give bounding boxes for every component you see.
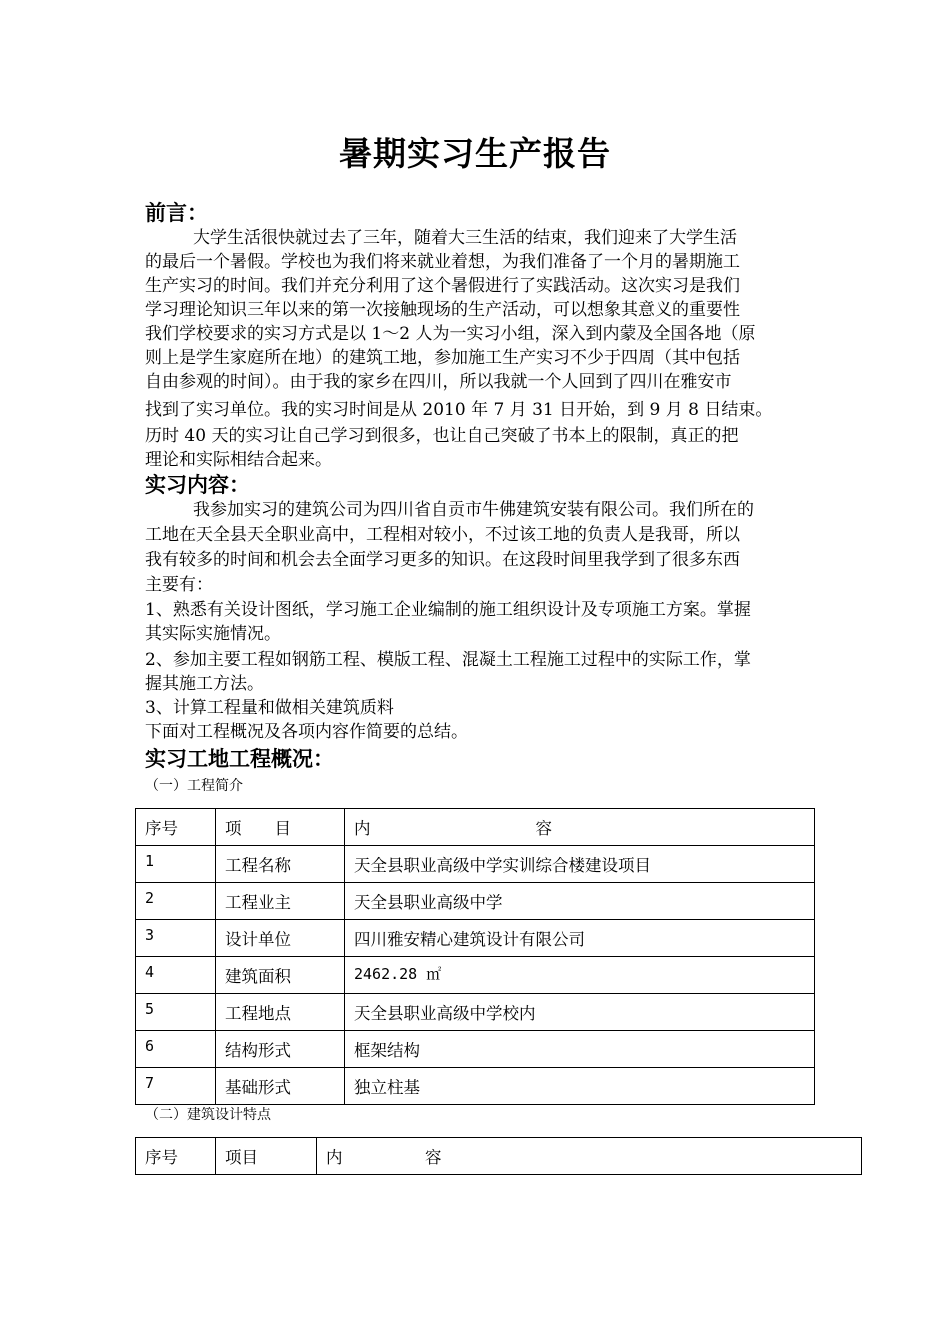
preface-line: 则上是学生家庭所在地）的建筑工地，参加施工生产实习不少于四周（其中包括 bbox=[145, 348, 740, 368]
content-line: 握其施工方法。 bbox=[145, 674, 264, 694]
header-cell: 项 目 bbox=[216, 809, 345, 846]
content-line: 下面对工程概况及各项内容作简要的总结。 bbox=[145, 722, 468, 742]
row-number-cell: 2 bbox=[136, 883, 216, 920]
overview-heading: 实习工地工程概况： bbox=[145, 746, 334, 771]
content-line: 1、熟悉有关设计图纸，学习施工企业编制的施工组织设计及专项施工方案。掌握 bbox=[145, 600, 751, 620]
header-cell: 内 容 bbox=[345, 809, 815, 846]
content-cell: 天全县职业高级中学校内 bbox=[345, 994, 815, 1031]
table-header-row bbox=[136, 1138, 862, 1175]
item-cell: 基础形式 bbox=[216, 1068, 345, 1105]
content-heading: 实习内容： bbox=[145, 472, 250, 497]
header-cell: 内 容 bbox=[317, 1138, 862, 1175]
item-cell: 结构形式 bbox=[216, 1031, 345, 1068]
item-cell: 工程名称 bbox=[216, 846, 345, 883]
row-number-cell: 4 bbox=[136, 957, 216, 994]
item-cell: 建筑面积 bbox=[216, 957, 345, 994]
project-info-table bbox=[135, 808, 815, 1105]
item-cell: 工程业主 bbox=[216, 883, 345, 920]
content-line: 2、参加主要工程如钢筋工程、模版工程、混凝土工程施工过程中的实际工作，掌 bbox=[145, 650, 751, 670]
content-line: 3、计算工程量和做相关建筑质料 bbox=[145, 698, 394, 718]
content-cell: 2462.28 ㎡ bbox=[345, 957, 815, 994]
content-cell: 框架结构 bbox=[345, 1031, 815, 1068]
table1-caption: （一）工程简介 bbox=[145, 778, 243, 794]
table-row bbox=[136, 1068, 815, 1105]
header-cell: 项目 bbox=[216, 1138, 317, 1175]
preface-line: 自由参观的时间）。由于我的家乡在四川，所以我就一个人回到了四川在雅安市 bbox=[145, 372, 732, 392]
content-line: 我有较多的时间和机会去全面学习更多的知识。在这段时间里我学到了很多东西 bbox=[145, 550, 740, 570]
preface-line: 理论和实际相结合起来。 bbox=[145, 450, 332, 470]
page-title: 暑期实习生产报告 bbox=[339, 134, 611, 173]
content-line: 其实际实施情况。 bbox=[145, 624, 281, 644]
table-row bbox=[136, 920, 815, 957]
preface-line: 的最后一个暑假。学校也为我们将来就业着想，为我们准备了一个月的暑期施工 bbox=[145, 252, 740, 272]
table2-caption: （二）建筑设计特点 bbox=[145, 1107, 271, 1123]
preface-heading: 前言： bbox=[145, 200, 208, 225]
row-number-cell: 3 bbox=[136, 920, 216, 957]
header-cell: 序号 bbox=[136, 1138, 216, 1175]
content-cell: 天全县职业高级中学实训综合楼建设项目 bbox=[345, 846, 815, 883]
preface-line: 找到了实习单位。我的实习时间是从 2010 年 7 月 31 日开始，到 9 月 8 日结束。 bbox=[145, 400, 773, 420]
content-line: 主要有： bbox=[145, 575, 213, 595]
design-features-table bbox=[135, 1137, 862, 1175]
table-header-row bbox=[136, 809, 815, 846]
row-number-cell: 6 bbox=[136, 1031, 216, 1068]
table-row bbox=[136, 883, 815, 920]
preface-line: 历时 40 天的实习让自己学习到很多，也让自己突破了书本上的限制，真正的把 bbox=[145, 426, 739, 446]
table-row bbox=[136, 994, 815, 1031]
table-row bbox=[136, 1031, 815, 1068]
content-cell: 独立柱基 bbox=[345, 1068, 815, 1105]
item-cell: 工程地点 bbox=[216, 994, 345, 1031]
table-row bbox=[136, 957, 815, 994]
content-cell: 四川雅安精心建筑设计有限公司 bbox=[345, 920, 815, 957]
content-cell: 天全县职业高级中学 bbox=[345, 883, 815, 920]
preface-line: 学习理论知识三年以来的第一次接触现场的生产活动，可以想象其意义的重要性 bbox=[145, 300, 740, 320]
preface-line: 生产实习的时间。我们并充分利用了这个暑假进行了实践活动。这次实习是我们 bbox=[145, 276, 740, 296]
content-line: 工地在天全县天全职业高中，工程相对较小，不过该工地的负责人是我哥，所以 bbox=[145, 525, 740, 545]
row-number-cell: 1 bbox=[136, 846, 216, 883]
row-number-cell: 5 bbox=[136, 994, 216, 1031]
preface-line: 我们学校要求的实习方式是以 1～2 人为一实习小组，深入到内蒙及全国各地（原 bbox=[145, 324, 756, 344]
item-cell: 设计单位 bbox=[216, 920, 345, 957]
header-cell: 序号 bbox=[136, 809, 216, 846]
content-line: 我参加实习的建筑公司为四川省自贡市牛佛建筑安装有限公司。我们所在的 bbox=[193, 500, 754, 520]
preface-line: 大学生活很快就过去了三年，随着大三生活的结束，我们迎来了大学生活 bbox=[193, 228, 737, 248]
row-number-cell: 7 bbox=[136, 1068, 216, 1105]
table-row bbox=[136, 846, 815, 883]
